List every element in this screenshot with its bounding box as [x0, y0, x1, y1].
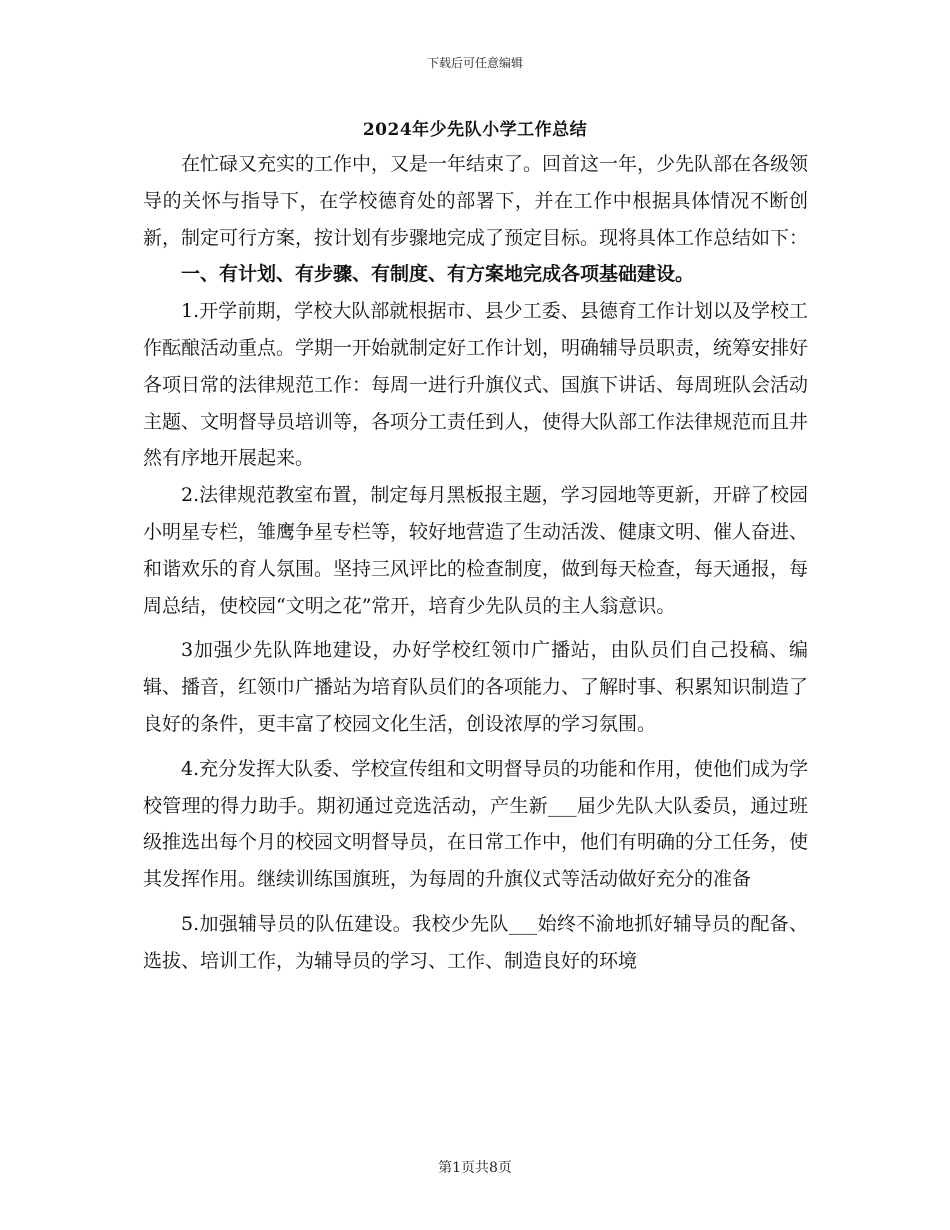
header-note: 下载后可任意编辑 [426, 56, 523, 70]
document-title: 2024年少先队小学工作总结 [362, 120, 588, 140]
section-heading: 一、有计划、有步骤、有制度、有方案地完成各项基础建设。 [181, 263, 695, 286]
item-paragraph-2: 2.法律规范教室布置，制定每月黑板报主题，学习园地等更新，开辟了校园小明星专栏，雏鹰争星专栏等，较好地营造了生动活泼、健康文明、催人奋进、和谐欢乐的育人氛围。坚持三风评比的检查制度，做到每天检查，每天通报，每周总结，使校园“文明之花”常开，培育少先队员的主人翁意识。 [143, 484, 809, 617]
page-footer: 第1页共8页 [438, 1160, 512, 1176]
item-paragraph-1: 1.开学前期，学校大队部就根据市、县少工委、县德育工作计划以及学校工作酝酿活动重点。学期一开始就制定好工作计划，明确辅导员职责，统筹安排好各项日常的法律规范工作：每周一进行升旗仪式、国旗下讲话、每周班队会活动主题、文明督导员培训等，各项分工责任到人，使得大队部工作法律规范而且井然有序地开展起来。 [143, 300, 809, 470]
document-body [143, 146, 808, 980]
intro-paragraph: 在忙碌又充实的工作中，又是一年结束了。回首这一年，少先队部在各级领导的关怀与指导下，在学校德育处的部署下，并在工作中根据具体情况不断创新，制定可行方案，按计划有步骤地完成了预定目标。现将具体工作总结如下： [143, 153, 809, 249]
item-paragraph-5: 5.加强辅导员的队伍建设。我校少先队___始终不渝地抓好辅导员的配备、选拔、培训工作，为辅导员的学习、工作、制造良好的环境 [143, 912, 808, 972]
item-paragraph-3: 3加强少先队阵地建设，办好学校红领巾广播站，由队员们自己投稿、编辑、播音，红领巾广播站为培育队员们的各项能力、了解时事、积累知识制造了良好的条件，更丰富了校园文化生活，创设浓厚的学习氛围。 [143, 639, 809, 735]
item-paragraph-4: 4.充分发挥大队委、学校宣传组和文明督导员的功能和作用，使他们成为学校管理的得力助手。期初通过竞选活动，产生新___届少先队大队委员，通过班级推选出每个月的校园文明督导员，在日常工作中，他们有明确的分工任务，使其发挥作用。继续训练国旗班，为每周的升旗仪式等活动做好充分的准备 [143, 757, 809, 891]
